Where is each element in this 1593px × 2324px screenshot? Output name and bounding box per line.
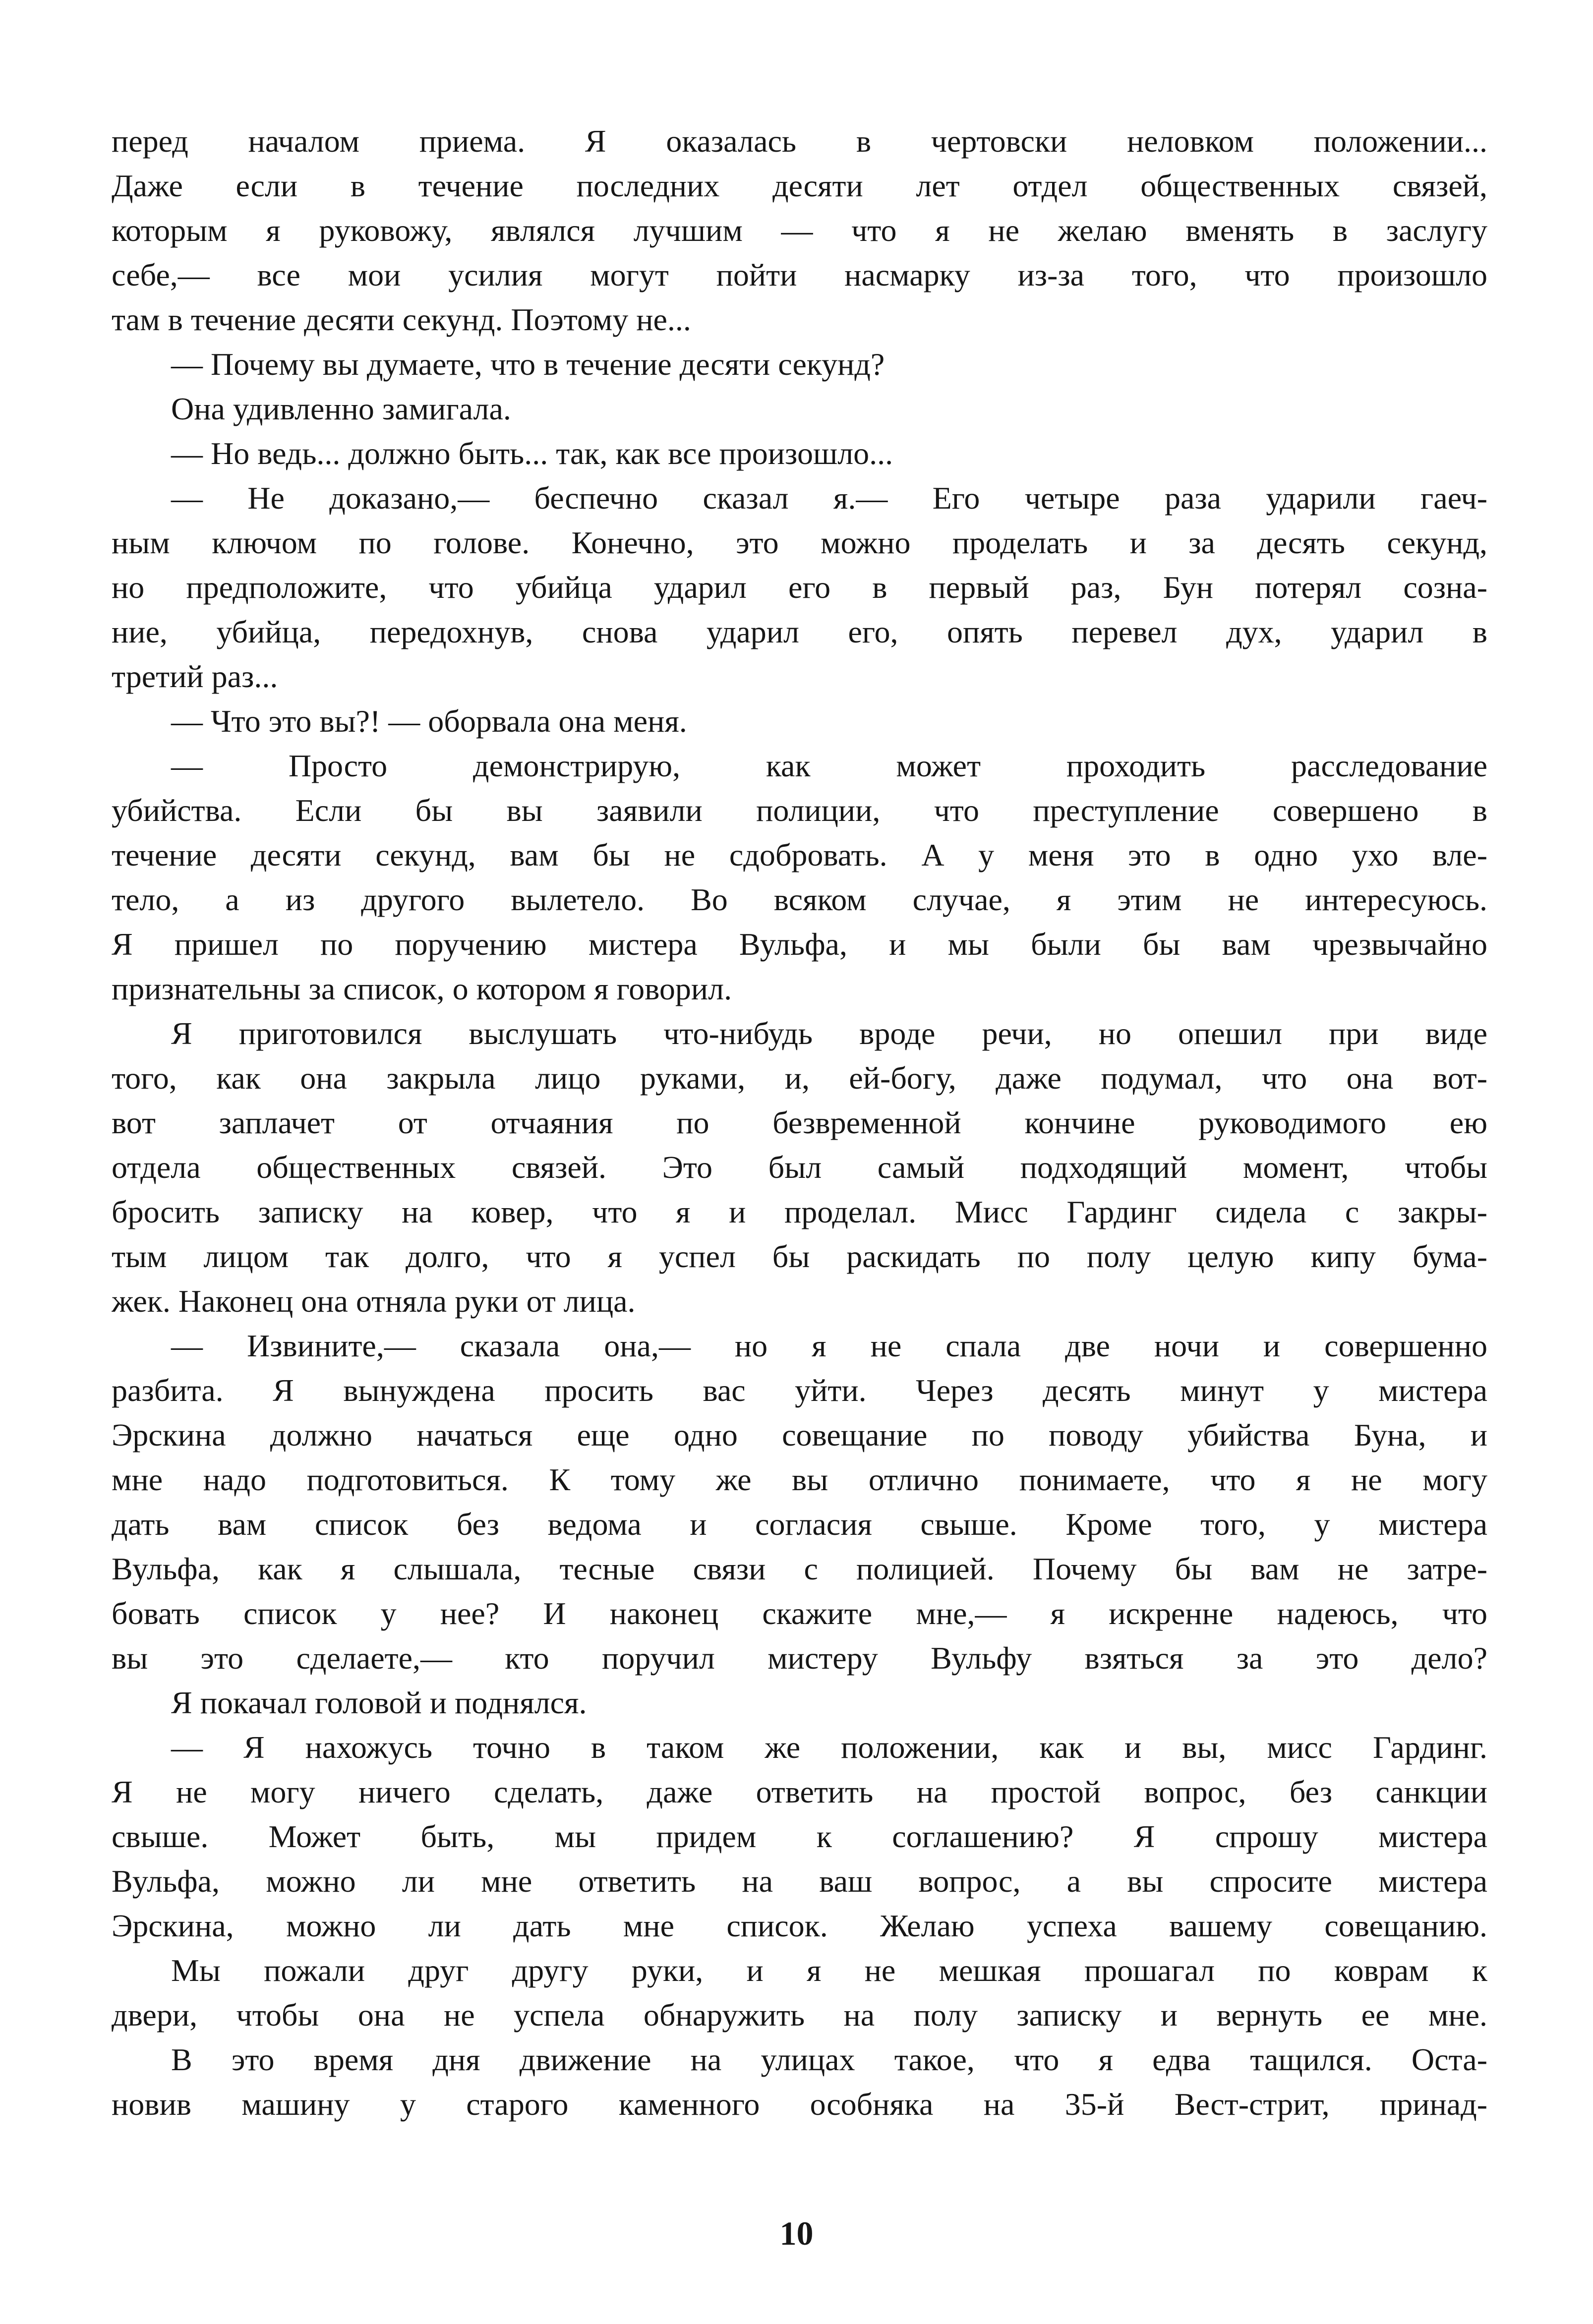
text-line: отдела общественных связей. Это был самый подходящий момент, чтобы <box>112 1150 1487 1185</box>
text-line: жек. Наконец она отняла руки от лица. <box>112 1283 636 1319</box>
text-line: течение десяти секунд, вам бы не сдобровать. А у меня это в одно ухо вле- <box>112 837 1487 872</box>
text-line: Вульфа, как я слышала, тесные связи с полицией. Почему бы вам не затре- <box>112 1551 1487 1586</box>
text-line: Мы пожали друг другу руки, и я не мешкая прошагал по коврам к <box>171 1953 1487 1988</box>
page-number: 10 <box>779 2214 814 2252</box>
text-line: тело, а из другого вылетело. Во всяком случае, я этим не интересуюсь. <box>112 882 1487 917</box>
text-line: тым лицом так долго, что я успел бы раскидать по полу целую кипу бума- <box>112 1239 1487 1274</box>
text-line: которым я руковожу, являлся лучшим — что я не желаю вменять в заслугу <box>112 213 1487 248</box>
text-line: — Я нахожусь точно в таком же положении, как и вы, мисс Гардинг. <box>171 1730 1487 1765</box>
text-line: — Извините,— сказала она,— но я не спала две ночи и совершенно <box>171 1328 1487 1363</box>
text-line: бросить записку на ковер, что я и проделал. Мисс Гардинг сидела с закры- <box>112 1194 1487 1229</box>
text-line: бовать список у нее? И наконец скажите мне,— я искренне надеюсь, что <box>112 1596 1487 1631</box>
text-line: В это время дня движение на улицах такое, что я едва тащился. Оста- <box>171 2042 1487 2077</box>
text-line: себе,— все мои усилия могут пойти насмарку из-за того, что произошло <box>112 257 1487 292</box>
text-line: — Не доказано,— беспечно сказал я.— Его четыре раза ударили гаеч- <box>171 480 1487 516</box>
text-line: — Почему вы думаете, что в течение десяти секунд? <box>171 347 885 382</box>
text-line: дать вам список без ведома и согласия свыше. Кроме того, у мистера <box>112 1507 1487 1542</box>
text-line: Я пришел по поручению мистера Вульфа, и мы были бы вам чрезвычайно <box>112 927 1487 962</box>
text-line: Вульфа, можно ли мне ответить на ваш вопрос, а вы спросите мистера <box>112 1863 1487 1899</box>
text-line: Эрскина, можно ли дать мне список. Желаю успеха вашему совещанию. <box>112 1908 1487 1943</box>
text-line: но предположите, что убийца ударил его в первый раз, Бун потерял созна- <box>112 570 1487 605</box>
text-line: Я не могу ничего сделать, даже ответить на простой вопрос, без санкции <box>112 1774 1487 1809</box>
text-line: Я покачал головой и поднялся. <box>171 1685 587 1720</box>
text-line: Она удивленно замигала. <box>171 391 511 426</box>
text-line: свыше. Может быть, мы придем к соглашению? Я спрошу мистера <box>112 1819 1487 1854</box>
text-line: Даже если в течение последних десяти лет отдел общественных связей, <box>112 168 1487 203</box>
text-line: вот заплачет от отчаяния по безвременной кончине руководимого ею <box>112 1105 1487 1140</box>
text-line: Я приготовился выслушать что-нибудь вроде речи, но опешил при виде <box>171 1016 1487 1051</box>
text-line: ным ключом по голове. Конечно, это можно проделать и за десять секунд, <box>112 525 1487 560</box>
text-line: новив машину у старого каменного особняка на 35-й Вест-стрит, принад- <box>112 2087 1487 2122</box>
text-line: разбита. Я вынуждена просить вас уйти. Через десять минут у мистера <box>112 1373 1487 1408</box>
text-line: там в течение десяти секунд. Поэтому не... <box>112 302 691 337</box>
text-line: двери, чтобы она не успела обнаружить на полу записку и вернуть ее мне. <box>112 1997 1487 2033</box>
text-line: перед началом приема. Я оказалась в чертовски неловком положении... <box>112 123 1487 159</box>
text-line: убийства. Если бы вы заявили полиции, что преступление совершено в <box>112 793 1487 828</box>
text-line: вы это сделаете,— кто поручил мистеру Вульфу взяться за это дело? <box>112 1640 1487 1676</box>
text-line: того, как она закрыла лицо руками, и, ей-богу, даже подумал, что она вот- <box>112 1060 1487 1096</box>
text-line: третий раз... <box>112 659 278 694</box>
text-line: мне надо подготовиться. К тому же вы отлично понимаете, что я не могу <box>112 1462 1487 1497</box>
text-line: признательны за список, о котором я говорил. <box>112 971 732 1006</box>
text-line: Эрскина должно начаться еще одно совещание по поводу убийства Буна, и <box>112 1417 1487 1452</box>
text-line: ние, убийца, передохнув, снова ударил его, опять перевел дух, ударил в <box>112 614 1487 649</box>
text-line: — Но ведь... должно быть... так, как все произошло... <box>171 436 893 471</box>
text-line: — Просто демонстрирую, как может проходить расследование <box>171 748 1487 783</box>
page-body <box>112 119 1487 2127</box>
text-line: — Что это вы?! — оборвала она меня. <box>171 703 687 739</box>
